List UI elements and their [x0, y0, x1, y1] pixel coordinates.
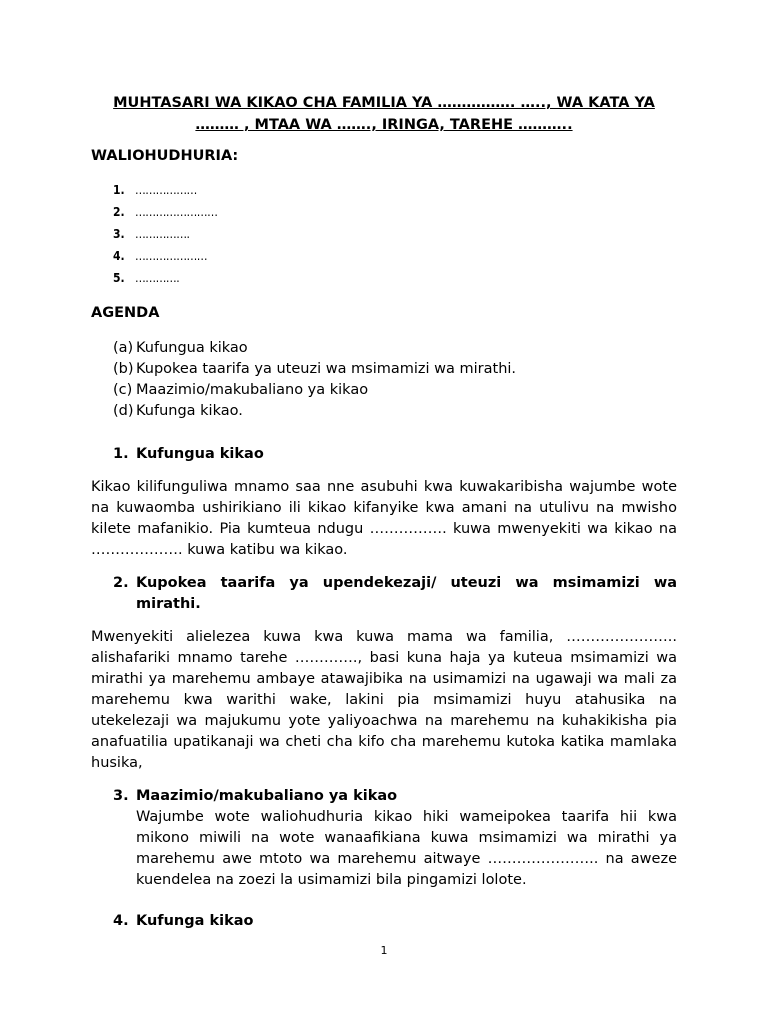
section-heading-1: 1. Kufungua kikao [113, 446, 264, 462]
title-line-1: MUHTASARI WA KIKAO CHA FAMILIA YA ……………. ….., WA KATA YA [113, 95, 655, 111]
list-item: (b) Kupokea taarifa ya uteuzi wa msimamizi wa mirathi. [113, 361, 517, 377]
page-number: 1 [380, 944, 388, 957]
agenda-list [91, 338, 677, 422]
list-item: 5. …………. [113, 271, 180, 285]
list-item: 2. …………………… [113, 205, 218, 219]
section-heading-2: 2. Kupokea taarifa ya upendekezaji/ uteuzi wa msimamizi wa mirathi. [113, 575, 677, 612]
attendees-label: WALIOHUDHURIA: [91, 148, 239, 164]
list-item: 3. ……………. [113, 227, 190, 241]
list-item: (d) Kufunga kikao. [113, 403, 243, 419]
attendees-list [91, 179, 677, 289]
section-body-2: Mwenyekiti alielezea kuwa kwa kuwa mama wa familia, ………………….. alishafariki mnamo tarehe …………., basi kuna haja ya kuteua msimamizi wa mirathi ya marehemu ambaye atawajibika na usimamizi na ugawaji wa mali za marehemu kwa warithi wake, lakini pia msimamizi huyu atahusika na utekelezaji wa majukumu yote yaliyoachwa na marehemu na kuhakikisha pia anafuatilia upatikanaji wa cheti cha kifo cha marehemu kutoka katika mamlaka husika, [91, 629, 677, 771]
list-item: (a) Kufungua kikao [113, 340, 248, 356]
agenda-label: AGENDA [91, 305, 160, 321]
title-line-2: ……… , MTAA WA ……., IRINGA, TAREHE ……….. [195, 117, 573, 133]
section-body-1: Kikao kilifunguliwa mnamo saa nne asubuhi kwa kuwakaribisha wajumbe wote na kuwaomba ushirikiano ili kikao kifanyike kwa amani na utulivu na mwisho kilete mafanikio. Pia kumteua ndugu ……………. kuwa mwenyekiti wa kikao na ………………. kuwa katibu wa kikao. [91, 479, 677, 558]
document-page [91, 92, 677, 932]
list-item: 4. ………………… [113, 249, 208, 263]
document-title [91, 92, 677, 136]
section-body-3: Wajumbe wote waliohudhuria kikao hiki wameipokea taarifa hii kwa mikono miwili na wote wanaafikiana kuwa msimamizi wa mirathi ya marehemu awe mtoto wa marehemu aitwaye ………………….. na aweze kuendelea na zoezi la usimamizi bila pingamizi lolote. [136, 809, 677, 888]
section-heading-4: 4. Kufunga kikao [113, 913, 254, 929]
section-heading-3: 3. Maazimio/makubaliano ya kikao [113, 788, 398, 804]
list-item: 1. ……………… [113, 183, 197, 197]
list-item: (c) Maazimio/makubaliano ya kikao [113, 382, 369, 398]
